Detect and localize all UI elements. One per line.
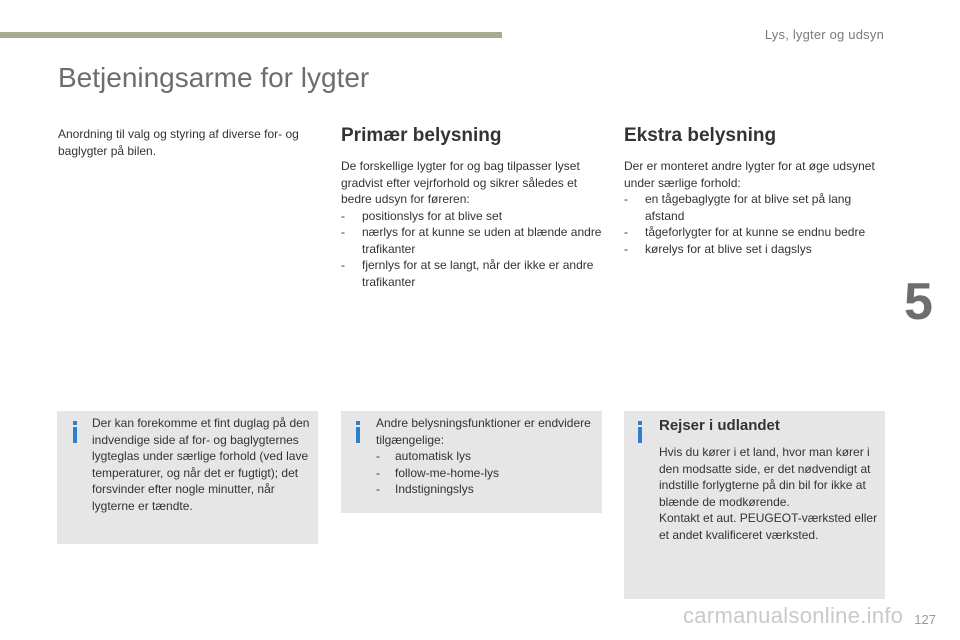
info-box-travel-abroad bbox=[624, 411, 885, 599]
dash-marker: - bbox=[341, 258, 345, 272]
extra-lighting-column bbox=[624, 124, 886, 257]
list-item: - automatisk lys bbox=[376, 449, 472, 463]
page-number: 127 bbox=[914, 612, 936, 627]
dash-marker: - bbox=[341, 225, 345, 239]
primary-text: De forskellige lygter for og bag tilpasser lyset gradvist efter vejrforhold og sikrer således et bedre udsyn for føreren: bbox=[341, 159, 580, 206]
info-list bbox=[376, 448, 596, 498]
info-text-contact: Kontakt et aut. PEUGEOT-værksted eller et andet kvalificeret værksted. bbox=[659, 511, 878, 542]
list-item: - kørelys for at blive set i dagslys bbox=[624, 241, 812, 256]
dash-marker: - bbox=[624, 241, 628, 256]
info-text: Andre belysningsfunktioner er endvidere tilgængelige: bbox=[376, 416, 591, 447]
info-text: Der kan forekomme et fint duglag på den indvendige side af for- og baglygternes lygteglas under særlige forhold (ved lave temperaturer, og når det er fugtigt); det forsvinder efter nogle minutter, når lygterne er tændte. bbox=[92, 416, 310, 513]
dash-marker: - bbox=[341, 208, 345, 223]
info-heading: Rejser i udlandet bbox=[659, 417, 780, 434]
primary-list bbox=[341, 208, 603, 291]
watermark: carmanualsonline.info bbox=[683, 603, 904, 628]
list-item: - fjernlys for at se langt, når der ikke er andre trafikanter bbox=[341, 258, 594, 289]
list-item: - positionslys for at blive set bbox=[341, 208, 503, 223]
dash-marker: - bbox=[624, 192, 628, 206]
list-item: - Indstigningslys bbox=[376, 482, 474, 496]
intro-text: Anordning til valg og styring af diverse for- og baglygter på bilen. bbox=[58, 127, 299, 158]
primary-lighting-column bbox=[341, 124, 603, 290]
list-item: - tågeforlygter for at kunne se endnu bedre bbox=[624, 225, 866, 239]
extra-heading: Ekstra belysning bbox=[624, 125, 777, 146]
list-item: - follow-me-home-lys bbox=[376, 465, 500, 480]
list-item: - nærlys for at kunne se uden at blænde andre trafikanter bbox=[341, 225, 602, 256]
dash-marker: - bbox=[376, 449, 380, 463]
extra-text: Der er monteret andre lygter for at øge udsynet under særlige forhold: bbox=[624, 159, 875, 190]
chapter-number: 5 bbox=[904, 273, 933, 331]
page-title: Betjeningsarme for lygter bbox=[58, 62, 370, 93]
header-accent-bar bbox=[0, 32, 502, 38]
list-item: - en tågebaglygte for at blive set på lang afstand bbox=[624, 192, 852, 223]
section-title: Lys, lygter og udsyn bbox=[764, 27, 884, 42]
info-box-condensation bbox=[57, 411, 318, 544]
info-text: Hvis du kører i et land, hvor man kører i den modsatte side, er det nødvendigt at indstille forlygterne på din bil for ikke at blænde de modkørende. bbox=[659, 445, 871, 509]
primary-heading: Primær belysning bbox=[341, 125, 502, 146]
dash-marker: - bbox=[376, 482, 380, 496]
dash-marker: - bbox=[624, 225, 628, 239]
info-box-lighting-functions bbox=[341, 411, 602, 513]
intro-column bbox=[58, 126, 320, 159]
extra-list bbox=[624, 191, 886, 257]
dash-marker: - bbox=[376, 465, 380, 480]
